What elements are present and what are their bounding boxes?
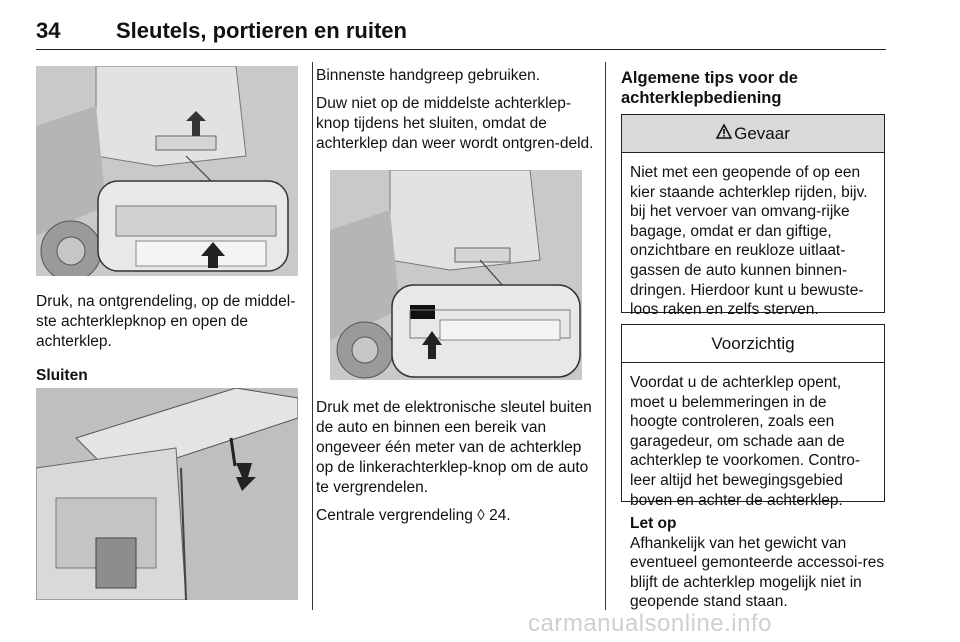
danger-box-title: Gevaar <box>734 123 790 143</box>
column-2-text-bottom <box>316 398 598 534</box>
column-1-text <box>36 292 304 394</box>
warning-triangle-icon <box>716 124 732 144</box>
watermark: carmanualsonline.info <box>528 610 772 637</box>
danger-box-header <box>622 115 884 153</box>
paragraph: Duw niet op de middelste achterklep-knop tijdens het sluiten, omdat de achterklep dan weer wordt ontgren-deld. <box>316 95 594 152</box>
section-heading-tips: Algemene tips voor de achterklepbediening <box>621 69 798 107</box>
column-divider-left <box>312 62 313 610</box>
page-header <box>36 12 886 50</box>
note-block <box>630 514 890 612</box>
figure-tailgate-button-close <box>330 170 582 380</box>
chapter-title: Sleutels, portieren en ruiten <box>116 18 407 43</box>
arrow-reference-icon: ◊ <box>477 507 485 524</box>
section-heading-sluiten: Sluiten <box>36 367 88 384</box>
paragraph: Druk, na ontgrendeling, op de middel-ste achterklepknop en open de achterklep. <box>36 293 296 350</box>
page-number: 34 <box>36 18 61 43</box>
column-2-text-top <box>316 66 598 162</box>
caution-box-header <box>622 325 884 363</box>
figure-tailgate-open-interior <box>36 388 298 600</box>
danger-box-body: Niet met een geopende of op een kier staande achterklep rijden, bijv. bij het vervoer van omvang-rijke bagage, omdat er dan giftige, onzichtbare en reukloze uitlaat-gassen de auto kunnen binnen-dringen. Hierdoor kunt u bewuste-loos raken en zelfs sterven. <box>630 164 868 319</box>
paragraph: Druk met de elektronische sleutel buiten de auto en binnen een bereik van ongeveer één meter van de achterklep op de linkerachterklep-knop om de auto te vergrendelen. <box>316 399 592 496</box>
caution-box-body: Voordat u de achterklep opent, moet u belemmeringen in de hoogte controleren, zoals een garagedeur, om schade aan de achterklep te voorkomen. Contro-leer altijd het bewegingsgebied boven en achter de achterklep. <box>630 374 861 509</box>
note-body: Afhankelijk van het gewicht van eventueel gemonteerde accessoi-res blijft de achterklep mogelijk niet in geopende stand staan. <box>630 534 885 611</box>
figure-tailgate-button-open <box>36 66 298 276</box>
danger-box <box>621 114 885 319</box>
central-locking-label: Centrale vergrendeling <box>316 507 473 524</box>
note-title: Let op <box>630 515 677 532</box>
paragraph: Binnenste handgreep gebruiken. <box>316 67 541 84</box>
caution-box <box>621 324 885 509</box>
page-reference: 24. <box>489 507 511 524</box>
paragraph-central-locking <box>316 506 598 526</box>
column-divider-right <box>605 62 606 610</box>
caution-box-title: Voorzichtig <box>711 333 795 353</box>
